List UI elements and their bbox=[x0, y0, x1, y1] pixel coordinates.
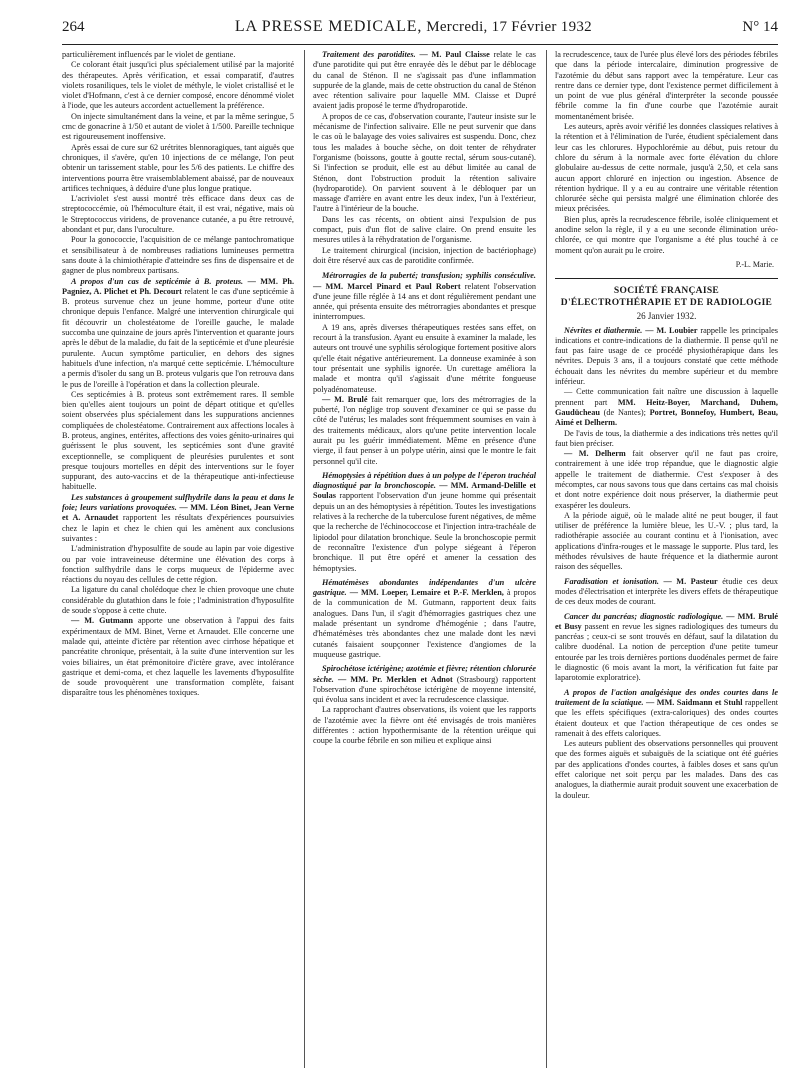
section-authors: — M. Delherm bbox=[564, 449, 626, 459]
paragraph: Les auteurs, après avoir vérifié les données classiques relatives à la rétention et à l'élimination de l'urée, étudient spécialement dans leur cas les chlorures. Hypochlorémie au début, puis retour du chlore du sérum à la normale avec forte élévation du chlore globulaire au-dessus de cette normale, jusqu'à 2,50, et cela sans aucun apport chloruré en injection ou ingestion. Absence de rétention hydrique. Il y a eu au contraire une véritable rétention chlorurée sèche qui persista malgré une élimination chlorée des mieux précisées. bbox=[555, 122, 778, 214]
section-text: — Cette communication fait naître une discussion à laquelle prennent part bbox=[555, 387, 778, 407]
paragraph: particulièrement influencés par le violet de gentiane. bbox=[62, 50, 236, 59]
paragraph: A la période aiguë, où le malade alité ne peut bouger, il faut utiliser de préférence la lumière bleue, les U.-V. ; plus tard, la radiothérapie associée au courant continu et à l'ionisation, avec applications d'infra-rouges et le massage le supporte. Plus tard, les méthodes révulsives de haute fréquence et la diathermie auront raison des séquelles. bbox=[555, 510, 778, 572]
section-authors: — MM. Pr. Merklen et Adnot bbox=[338, 674, 453, 684]
section-nevrites bbox=[555, 326, 778, 388]
paragraph: A 19 ans, après diverses thérapeutiques restées sans effet, on recourt à la transfusion. Ayant eu ensuite à examiner la malade, les auteurs ont trouvé une syphilis sérologique fortement positive alors qu'elle était négative antérieurement. La donneuse examinée à son tour présentait une syphilis ignorée. Un curettage améliora la malade et montra qu'il s'agissait d'une métrite fongueuse polyadénomateuse. bbox=[313, 322, 536, 394]
column-middle bbox=[304, 50, 536, 1068]
paragraph-delherm bbox=[555, 449, 778, 511]
section-metrorragies bbox=[313, 271, 536, 322]
section-authors: — MM. Ph. Pagniez, A. Plichet et Ph. Decourt bbox=[62, 276, 294, 296]
section-authors: — MM. Saidmann et Stuhl bbox=[646, 697, 743, 707]
section-heading: A propos de l'action analgésique des ondes courtes dans le traitement de la sciatique. bbox=[555, 687, 778, 707]
section-text: relatent le cas d'une septicémie à B. proteus survenue chez un jeune homme, porteur d'une otite chronique depuis l'enfance. Malgré une intervention chirurgicale qui fit découvrir un cholestéatome de l'oreille gauche, le malade succomba une quinzaine de jours après l'intervention et quarante jours après le début de la maladie, du fait de la septicémie et d'une pleurésie purulente. Aucun symptôme particulier, en dehors des signes habituels d'une infection, n'a marqué cette septicémie. L'hémoculture a permis d'isoler du sang un B. proteus vulgaris que l'on retrouva dans le pus de l'oreille à l'opération et dans la collection pleurale. bbox=[62, 286, 294, 389]
paragraph: De l'avis de tous, la diathermie a des indications très nettes qu'il faut bien préciser. bbox=[555, 428, 778, 448]
paragraph: Après essai de cure sur 62 urétrites blennoragiques, tant aiguës que chroniques, il s'avère, qu'en 10 injections de ce mélange, l'on peut obtenir un tarissement stable, pour les 5/6 des patients. Le chiffre des interventions pourra être vraisemblablement abaissé, par de nouveaux artifices techniques, à déduire d'une plus longue pratique. bbox=[62, 142, 294, 193]
section-text: relatent l'observation d'une jeune fille réglée à 14 ans et dont régulièrement pendant une année, qui présenta ensuite des métrorragies abondantes et presque ininterrompues. bbox=[313, 281, 536, 322]
paragraph: Ce colorant était jusqu'ici plus spécialement utilisé par la majorité des thérapeutes. Après vérification, et essai comparatif, d'autres violets rosaniliques, tels le violet de méthyle, le violet cristallisé et le violet d'Hofmann, c'est à ce dernier composé, encore dénommé violet à l'iode, que les auteurs accordent actuellement la préférence. bbox=[62, 60, 294, 111]
paragraph: Les auteurs publient des observations personnelles qui prouvent que des formes aiguës et subaiguës de la sciatique ont été guéries par des applications d'ondes courtes, à faibles doses et sans qu'un effet calorique net soit perçu par les malades. Dans des cas analogues, la diathermie aurait produit souvent une exacerbation de la douleur. bbox=[555, 739, 778, 800]
section-text: (Strasbourg) rapportent l'observation d'une spirochétose ictérigène de moyenne intensité, qui évolua sans incident et avec la recrudescence classique. bbox=[313, 674, 536, 705]
section-text: rappelle les principales indications et contre-indications de la diathermie. Il pense qu'il ne faut pas faire usage de ce procédé physiothérapique dans les névrites. Depuis 3 ans, il a toujours constaté que cette méthode échouait dans les névrites du membre supérieur et du membre inférieur. bbox=[555, 325, 778, 387]
masthead bbox=[235, 18, 592, 36]
section-heading: Névrites et diathermie. bbox=[564, 325, 643, 335]
paragraph: Bien plus, après la recrudescence fébrile, isolée cliniquement et anodine selon la règle, il y a eu une seconde élimination uréo-chlorée, ce qui montre que l'organisme a été plus touché à ce moment qu'on aurait pu le croire. bbox=[555, 214, 778, 255]
section-heading: Hémoptysies à répétition dues à un polype de l'éperon trachéal diagnostiqué par la bronchoscopie. bbox=[313, 470, 536, 491]
section-divider bbox=[555, 278, 778, 279]
section-proteus bbox=[62, 277, 294, 390]
paragraph: Le traitement chirurgical (incision, injection de bactériophage) doit être réservé aux cas de parotidite confirmée. bbox=[313, 245, 536, 265]
paragraph: la recrudescence, taux de l'urée plus élevé lors des périodes fébriles que dans la période intercalaire, diminution progressive de l'azotémie du début sans rapport avec la température. Leur cas rentre dans ce dernier type, dont l'existence permet difficilement à un point de vue plus général d'interpréter la seconde poussée fébrile comme la fin d'une courbe que l'azotémie aurait momentanément brisée. bbox=[555, 50, 778, 121]
section-text: étudie ces deux modes d'électrisation et interprète les divers effets de thérapeutique de ces deux modes de courant. bbox=[555, 576, 778, 607]
section-ondes-courtes bbox=[555, 688, 778, 739]
article-columns bbox=[62, 50, 778, 1068]
paragraph: La ligature du canal cholédoque chez le chien provoque une chute considérable du glutathion dans le foie ; l'administration d'hyposulfite de soude s'oppose à cette chute. bbox=[62, 585, 294, 616]
column-left bbox=[62, 50, 294, 1068]
author-signature: P.-L. Marie. bbox=[735, 259, 774, 269]
section-gutmann bbox=[62, 616, 294, 698]
section-heading: A propos d'un cas de septicémie à B. proteus. bbox=[71, 276, 244, 286]
section-authors: — MM. Loeper, Lemaire et P.-F. Merklen, bbox=[349, 588, 504, 598]
page-header bbox=[62, 18, 778, 45]
section-authors: — M. Pasteur bbox=[663, 576, 718, 586]
section-text: apporte une observation à l'appui des faits expérimentaux de MM. Binet, Verne et Arnaudet. Elle concerne une malade qui, atteinte d'ictère par rétention avec cirrhose hépatique et pancréatite chronique, présentait, à la suite d'une intervention sur les voies biliaires, un état prémonitoire d'ictère grave, avec intolérance gastrique et demi-coma, et chez laquelle les lavements d'hyposulfite de soude provoquèrent une transformation complète, faisant disparaître tous les phénomènes toxiques. bbox=[62, 616, 294, 698]
section-heading: Faradisation et ionisation. bbox=[564, 576, 659, 586]
section-authors: Portret, Bonnefoy, Humbert, Beau, Aimé et Delherm. bbox=[555, 407, 778, 428]
section-authors: — MM. Marcel Pinard et Paul Robert bbox=[313, 281, 461, 291]
paragraph-brule bbox=[313, 395, 536, 467]
section-authors: — M. Paul Claisse bbox=[419, 50, 490, 59]
section-text: rapportent l'observation d'un jeune homme qui présentait depuis un an des hémoptysies à répétition. Toutes les investigations relatives à la recherche de la tuberculose furent négatives, de même que la recherche de l'échinococcose et l'injection intra-trachéale de lipiodol pour dilatation bronchique. Seule la bronchoscopie permit de reconnaître l'existence d'un polype siégeant à l'éperon bronchique. Il put être opéré et amener la cessation des hémoptysies. bbox=[313, 491, 536, 573]
section-heading: Traitement des parotidites. bbox=[322, 50, 416, 59]
section-text: fait observer qu'il ne faut pas croire, contrairement à une idée trop répandue, que le diagnostic algie appelle le traitement de diathermie. C'est s'exposer à des mécomptes, car nous savons tous que dans certains cas mal choisis et dont notre expérience doit nous préserver, la diathermie peut exaspérer les douleurs. bbox=[555, 449, 778, 510]
page-number: 264 bbox=[62, 19, 85, 35]
section-spirochetose bbox=[313, 664, 536, 705]
paragraph-discussion bbox=[555, 387, 778, 428]
paragraph: L'acriviolet s'est aussi montré très efficace dans deux cas de streptococcémie, où l'hémoculture était, il est vrai, négative, mais où le Streptococcus viridens, de provenance cutanée, a pu être retrouvé, abondant et pur, dans l'uroculture. bbox=[62, 194, 294, 235]
section-text: relate le cas d'une parotidite qui put être enrayée dès le début par le déblocage du canal de Sténon. Il ne s'agissait pas d'une inflammation suppurée de la glande, mais de cette obstruction du canal de Sténon avec rétention salivaire pour laquelle MM. Claisse et Dupré avaient jadis proposé le terme d'hydroparotide. bbox=[313, 50, 536, 111]
section-authors: — MM. Armand-Delille et Soulas bbox=[313, 481, 536, 501]
section-text: fait remarquer que, lors des métrorragies de la puberté, l'on néglige trop souvent d'examiner ce qui se passe du côté de l'utérus; les malades sont fréquemment soumises en vain à des traitements médicaux, alors qu'une petite intervention locale aurait pu les guérir immédiatement. Même en présence d'une vierge, il faut penser à un polype utérin, ainsi que le montre le fait personnel qu'il cite. bbox=[313, 394, 536, 466]
section-sulfhydrile bbox=[62, 493, 294, 544]
section-text: rapportent les résultats d'expériences poursuivies chez le lapin et chez le chien qui les amènent aux conclusions suivantes : bbox=[62, 513, 294, 543]
paragraph: A propos de ce cas, d'observation courante, l'auteur insiste sur le mécanisme de l'infection salivaire. Elle ne peut survenir que dans le cas où le balayage des voies salivaires est suspendu. Donc, chez tous les malades à bouche sèche, on doit tenter de réhydrater l'organisme (boissons, goutte à goutte rectal, sérum sous-cutané). Si l'infection se produit, elle est au début limitée au canal de Sténon, dont l'obstruction produit la rétention salivaire (hydroparotide). On parvient souvent à le débloquer par un massage d'arrière en avant entre les deux index, l'un à l'extérieur, l'autre à l'intérieur de la bouche. bbox=[313, 111, 536, 214]
paragraph: Dans les cas récents, on obtient ainsi l'expulsion de pus compact, puis d'un flot de salive claire. On prend ensuite les mesures utiles à la réhydratation de l'organisme. bbox=[313, 214, 536, 245]
section-authors: MM. Heitz-Boyer, Marchand, Duhem, Gaudücheau bbox=[555, 397, 778, 417]
paragraph: L'administration d'hyposulfite de soude au lapin par voie digestive ou par voie intraveineuse détermine une élévation des corps à fonction sulfhydrile dans le corps muqueux de l'épiderme avec réactions du noyau des cellules de cette région. bbox=[62, 544, 294, 585]
section-text: (de Nantes); bbox=[603, 407, 646, 417]
section-heading: Hématémèses abondantes indépendantes d'un ulcère gastrique. bbox=[313, 577, 536, 598]
issue-date: Mercredi, 17 Février 1932 bbox=[426, 19, 592, 35]
section-faradisation bbox=[555, 577, 778, 608]
section-heading: Spirochétose ictérigène; azotémie et fièvre; rétention chlorurée sèche. bbox=[313, 664, 536, 684]
section-authors: — M. Brulé bbox=[322, 394, 368, 404]
section-heading: Métrorragies de la puberté; transfusion; syphilis conséculive. bbox=[322, 271, 536, 281]
paragraph: Ces septicémies à B. proteus sont extrêmement rares. Il semble bien qu'elles aient toujours un point de départ otitique et qu'elles soient observées plus spécialement dans les suppurations anciennes compliquées de cholestéatome. Contrairement aux affections locales à B. proteus, angines, entérites, affections des voies génito-urinaires qui guérissent le plus souvent, les septicémies sont d'une gravité exceptionnelle, se compliquent de pleurésies purulentes et sont presque toujours mortelles en dépit des interventions sur le foyer suppurant, des auto-vaccins et de la thérapeutique anti-infectieuse habituelle. bbox=[62, 389, 294, 492]
paragraph: La rapprochant d'autres observations, ils voient que les rapports de l'azotémie avec la fièvre ont été envisagés de trois manières différentes : action hypothermisante de la rétention uréique qui coupe la courbe fébrile en son milieu et explique ainsi bbox=[313, 705, 536, 746]
section-authors: — M. Gutmann bbox=[71, 616, 133, 626]
section-authors: — MM. Léon Binet, Jean Verne et A. Arnaudet bbox=[62, 503, 294, 523]
section-parotidites bbox=[313, 50, 536, 112]
section-heading: Cancer du pancréas; diagnostic radiologique. bbox=[564, 611, 724, 621]
column-right bbox=[546, 50, 778, 1068]
society-heading: SOCIÉTÉ FRANÇAISE D'ÉLECTROTHÉRAPIE ET DE RADIOLOGIE bbox=[560, 286, 773, 309]
section-text: passent en revue les signes radiologiques des tumeurs du pancréas ; ceux-ci se sont trouvés en défaut, sauf la dilatation du calibre duodénal. La notion de perception d'une petite tumeur entourée par les trois dernières portions duodénales permet de faire le diagnostic (6 mois avant la mort, la vérification fut faite par laparotomie exploratrice). bbox=[555, 621, 778, 683]
paragraph: Pour la gonococcie, l'acquisition de ce mélange pantochromatique et sensibilisateur à de nombreuses radiations lumineuses permettra sans doute à la chimiothérapie d'atteindre ses fins de dispensaire et de gagner de plus nombreux partisans. bbox=[62, 235, 294, 276]
section-authors: — M. Loubier bbox=[645, 325, 698, 335]
meeting-date: 26 Janvier 1932. bbox=[636, 311, 697, 322]
journal-title: LA PRESSE MEDICALE, bbox=[234, 18, 423, 35]
section-hemoptysies bbox=[313, 471, 536, 574]
section-heading: Les substances à groupement sulfhydrile dans la peau et dans le foie; leurs variations provoquées. bbox=[62, 492, 294, 513]
section-text: à propos de la communication de M. Gutmann, rapportent deux faits analogues. Dans l'un, il s'agit d'hémorragies gastriques chez une malade présentant un syndrome d'hémogénie ; dans l'autre, d'hématémèses très abondantes chez une malade dont les nævi cutanés faisaient soupçonner l'existence d'angiomes de la muqueuse gastrique. bbox=[313, 588, 536, 659]
section-text: rappellent que les effets spécifiques (extra-caloriques) des ondes courtes étaient douteux et que l'action thérapeutique de ces ondes se ramenait à des effets caloriques. bbox=[555, 697, 778, 738]
section-authors: — MM. Brulé et Busy bbox=[555, 611, 778, 631]
paragraph: On injecte simultanément dans la veine, et par la même seringue, 5 cmc de gonacrine à 1/50 et autant de violet à 1/500. Pareille technique est rigoureusement inoffensive. bbox=[62, 111, 294, 142]
section-hematemeses bbox=[313, 578, 536, 660]
issue-number: N° 14 bbox=[742, 19, 778, 35]
section-pancreas bbox=[555, 612, 778, 684]
